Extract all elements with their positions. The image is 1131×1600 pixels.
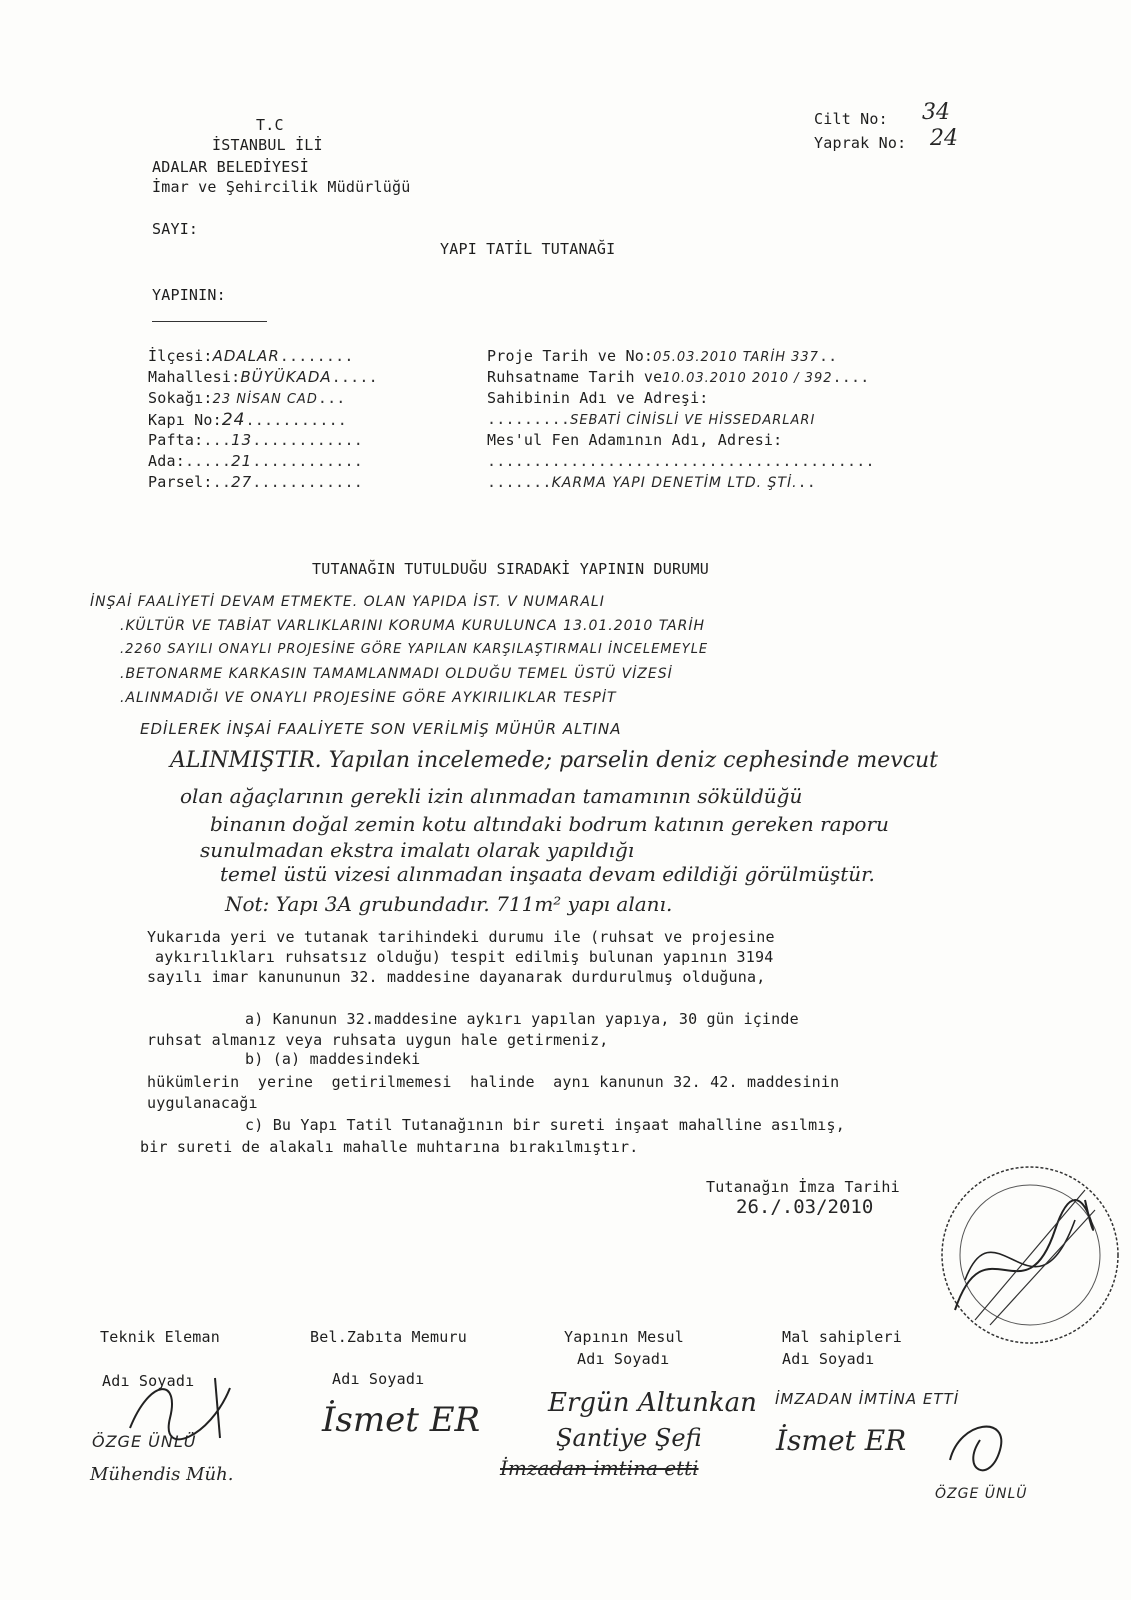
hw-line: binanın doğal zemin kotu altındaki bodrum katının gereken raporu: [210, 812, 889, 836]
hw-line: temel üstü vizesi alınmadan inşaata devam edildiği görülmüştür.: [220, 862, 875, 886]
field-ilce: [148, 347, 354, 365]
field-dots: .....: [331, 368, 378, 386]
teknik-title: Teknik Eleman: [100, 1328, 220, 1346]
mal-name: İsmet ER: [776, 1424, 907, 1457]
hw-line: .ALINMADIĞI VE ONAYLI PROJESİNE GÖRE AYKIRILIKLAR TESPİT: [120, 690, 617, 706]
hw-line: Not: Yapı 3A grubundadır. 711m² yapı alanı.: [225, 892, 673, 916]
fen-label: Mes'ul Fen Adamının Adı, Adresi:: [487, 431, 783, 449]
proje-row: Proje Tarih ve No:05.03.2010 TARİH 337..: [487, 347, 838, 365]
mal-title: Mal sahipleri: [782, 1328, 902, 1346]
date-label: Tutanağın İmza Tarihi: [706, 1178, 900, 1196]
field-label: Sokağı:: [148, 389, 213, 407]
hw-line: .2260 SAYILI ONAYLI PROJESİNE GÖRE YAPILAN KARŞILAŞTIRMALI İNCELEMEYLE: [120, 642, 709, 657]
header-il: İSTANBUL İLİ: [212, 136, 323, 154]
field-pafta: Pafta:...13............: [148, 431, 363, 449]
yapinin-label: YAPININ:: [152, 286, 226, 304]
cilt-value: 34: [922, 100, 950, 125]
cilt-label: Cilt No:: [814, 110, 888, 128]
sahip-label: Sahibinin Adı ve Adreşi:: [487, 389, 709, 407]
field-label: Pafta:: [148, 431, 204, 449]
mesul-note: İmzadan imtina etti: [500, 1456, 699, 1480]
field-value: 21: [231, 452, 253, 470]
field-sokak: [148, 389, 346, 407]
item-b-line3: uygulanacağı: [147, 1094, 258, 1112]
mesul-sub: Adı Soyadı: [577, 1350, 670, 1368]
divider: [152, 321, 267, 322]
item-a-line2: ruhsat almanız veya ruhsata uygun hale getirmeniz,: [147, 1031, 609, 1049]
item-b-line1: b) (a) maddesindeki: [245, 1050, 421, 1068]
field-dots: ............: [252, 473, 363, 491]
field-value: 27: [231, 473, 253, 491]
fen-value: KARMA YAPI DENETİM LTD. ŞTİ.: [551, 475, 798, 491]
teknik-role: Mühendis Müh.: [90, 1464, 234, 1485]
paragraph-line: Yukarıda yeri ve tutanak tarihindeki durumu ile (ruhsat ve projesine: [147, 928, 775, 946]
fen-dots: ..........................................: [487, 452, 875, 470]
ruhsat-row: Ruhsatname Tarih ve10.03.2010 2010 / 392....: [487, 368, 870, 386]
field-value: ADALAR: [212, 347, 280, 365]
sahip-value: SEBATİ CİNİSLİ VE HİSSEDARLARI: [570, 413, 816, 428]
field-label: Kapı No:: [148, 411, 222, 429]
hw-line: EDİLEREK İNŞAİ FAALİYETE SON VERİLMİŞ MÜHÜR ALTINA: [140, 720, 622, 738]
mal-sub: Adı Soyadı: [782, 1350, 875, 1368]
hw-line: .KÜLTÜR VE TABİAT VARLIKLARINI KORUMA KURULUNCA 13.01.2010 TARİH: [120, 618, 706, 634]
ruhsat-value: 10.03.2010 2010 / 392: [662, 371, 833, 386]
item-a-line1: a) Kanunun 32.maddesine aykırı yapılan yapıya, 30 gün içinde: [245, 1010, 799, 1028]
field-value: BÜYÜKADA: [240, 368, 332, 386]
document-title: YAPI TATİL TUTANAĞI: [440, 240, 616, 258]
field-kapi: [148, 410, 347, 430]
field-dots: ...........: [245, 411, 348, 429]
teknik-signature-icon: [120, 1368, 250, 1448]
sahip-row: .........SEBATİ CİNİSLİ VE HİSSEDARLARI: [487, 410, 816, 428]
ruhsat-label: Ruhsatname Tarih ve: [487, 368, 663, 386]
field-value: 24: [221, 410, 246, 430]
zabita-title: Bel.Zabıta Memuru: [310, 1328, 467, 1346]
mesul-name: Ergün Altunkan: [548, 1388, 757, 1418]
field-dots: ............: [252, 431, 363, 449]
mesul-role: Şantiye Şefi: [556, 1424, 702, 1452]
mesul-title: Yapının Mesul: [564, 1328, 684, 1346]
mal-note: İMZADAN İMTİNA ETTİ: [775, 1390, 960, 1408]
header-belediye: ADALAR BELEDİYESİ: [152, 158, 309, 176]
teknik-name: ÖZGE ÜNLÜ: [92, 1432, 197, 1451]
item-c-line2: bir sureti de alakalı mahalle muhtarına bırakılmıştır.: [140, 1138, 639, 1156]
item-c-line1: c) Bu Yapı Tatil Tutanağının bir sureti inşaat mahalline asılmış,: [245, 1116, 845, 1134]
header-tc: T.C: [256, 116, 284, 134]
hw-line: ALINMIŞTIR. Yapılan incelemede; parselin deniz cephesinde mevcut: [170, 748, 938, 773]
yaprak-value: 24: [930, 126, 958, 151]
proje-label: Proje Tarih ve No:: [487, 347, 654, 365]
item-b-line2: hükümlerin yerine getirilmemesi halinde aynı kanunun 32. 42. maddesinin: [147, 1073, 840, 1091]
mal-name2: ÖZGE ÜNLÜ: [935, 1486, 1028, 1502]
header-mudurluk: İmar ve Şehircilik Müdürlüğü: [152, 178, 411, 196]
field-dots: ...: [317, 389, 346, 407]
proje-value: 05.03.2010 TARİH 337: [653, 350, 819, 365]
yaprak-label: Yaprak No:: [814, 134, 907, 152]
hw-line: olan ağaçlarının gerekli izin alınmadan tamamının söküldüğü: [180, 784, 803, 808]
field-value: 23 NİSAN CAD: [212, 392, 318, 407]
paragraph-line: aykırılıkları ruhsatsız olduğu) tespit edilmiş bulunan yapının 3194: [155, 948, 774, 966]
field-value: 13: [231, 431, 253, 449]
field-dots: ........: [279, 347, 354, 365]
field-mahalle: [148, 368, 378, 386]
hw-line: .BETONARME KARKASIN TAMAMLANMADI OLDUĞU TEMEL ÜSTÜ VİZESİ: [120, 666, 673, 682]
hw-line: sunulmadan ekstra imalatı olarak yapıldığı: [200, 838, 635, 862]
zabita-name: İsmet ER: [322, 1400, 481, 1440]
field-dots: ............: [252, 452, 363, 470]
field-parsel: Parsel:..27............: [148, 473, 363, 491]
field-label: İlçesi:: [148, 347, 213, 365]
field-label: Ada:: [148, 452, 185, 470]
hw-line: İNŞAİ FAALİYETİ DEVAM ETMEKTE. OLAN YAPIDA İST. V NUMARALI: [90, 594, 605, 610]
paragraph-line: sayılı imar kanununun 32. maddesine dayanarak durdurulmuş olduğuna,: [147, 968, 766, 986]
field-label: Parsel:: [148, 473, 213, 491]
municipal-stamp-icon: [935, 1160, 1125, 1350]
mal-signature-icon: [940, 1410, 1030, 1480]
sayi-label: SAYI:: [152, 220, 199, 238]
teknik-sub: Adı Soyadı: [102, 1372, 195, 1390]
fen-row: .......KARMA YAPI DENETİM LTD. ŞTİ...: [487, 473, 817, 491]
field-ada: Ada:.....21............: [148, 452, 363, 470]
section-title: TUTANAĞIN TUTULDUĞU SIRADAKİ YAPININ DURUMU: [312, 560, 709, 578]
field-label: Mahallesi:: [148, 368, 241, 386]
zabita-sub: Adı Soyadı: [332, 1370, 425, 1388]
date-value: 26./.03/2010: [736, 1196, 874, 1218]
